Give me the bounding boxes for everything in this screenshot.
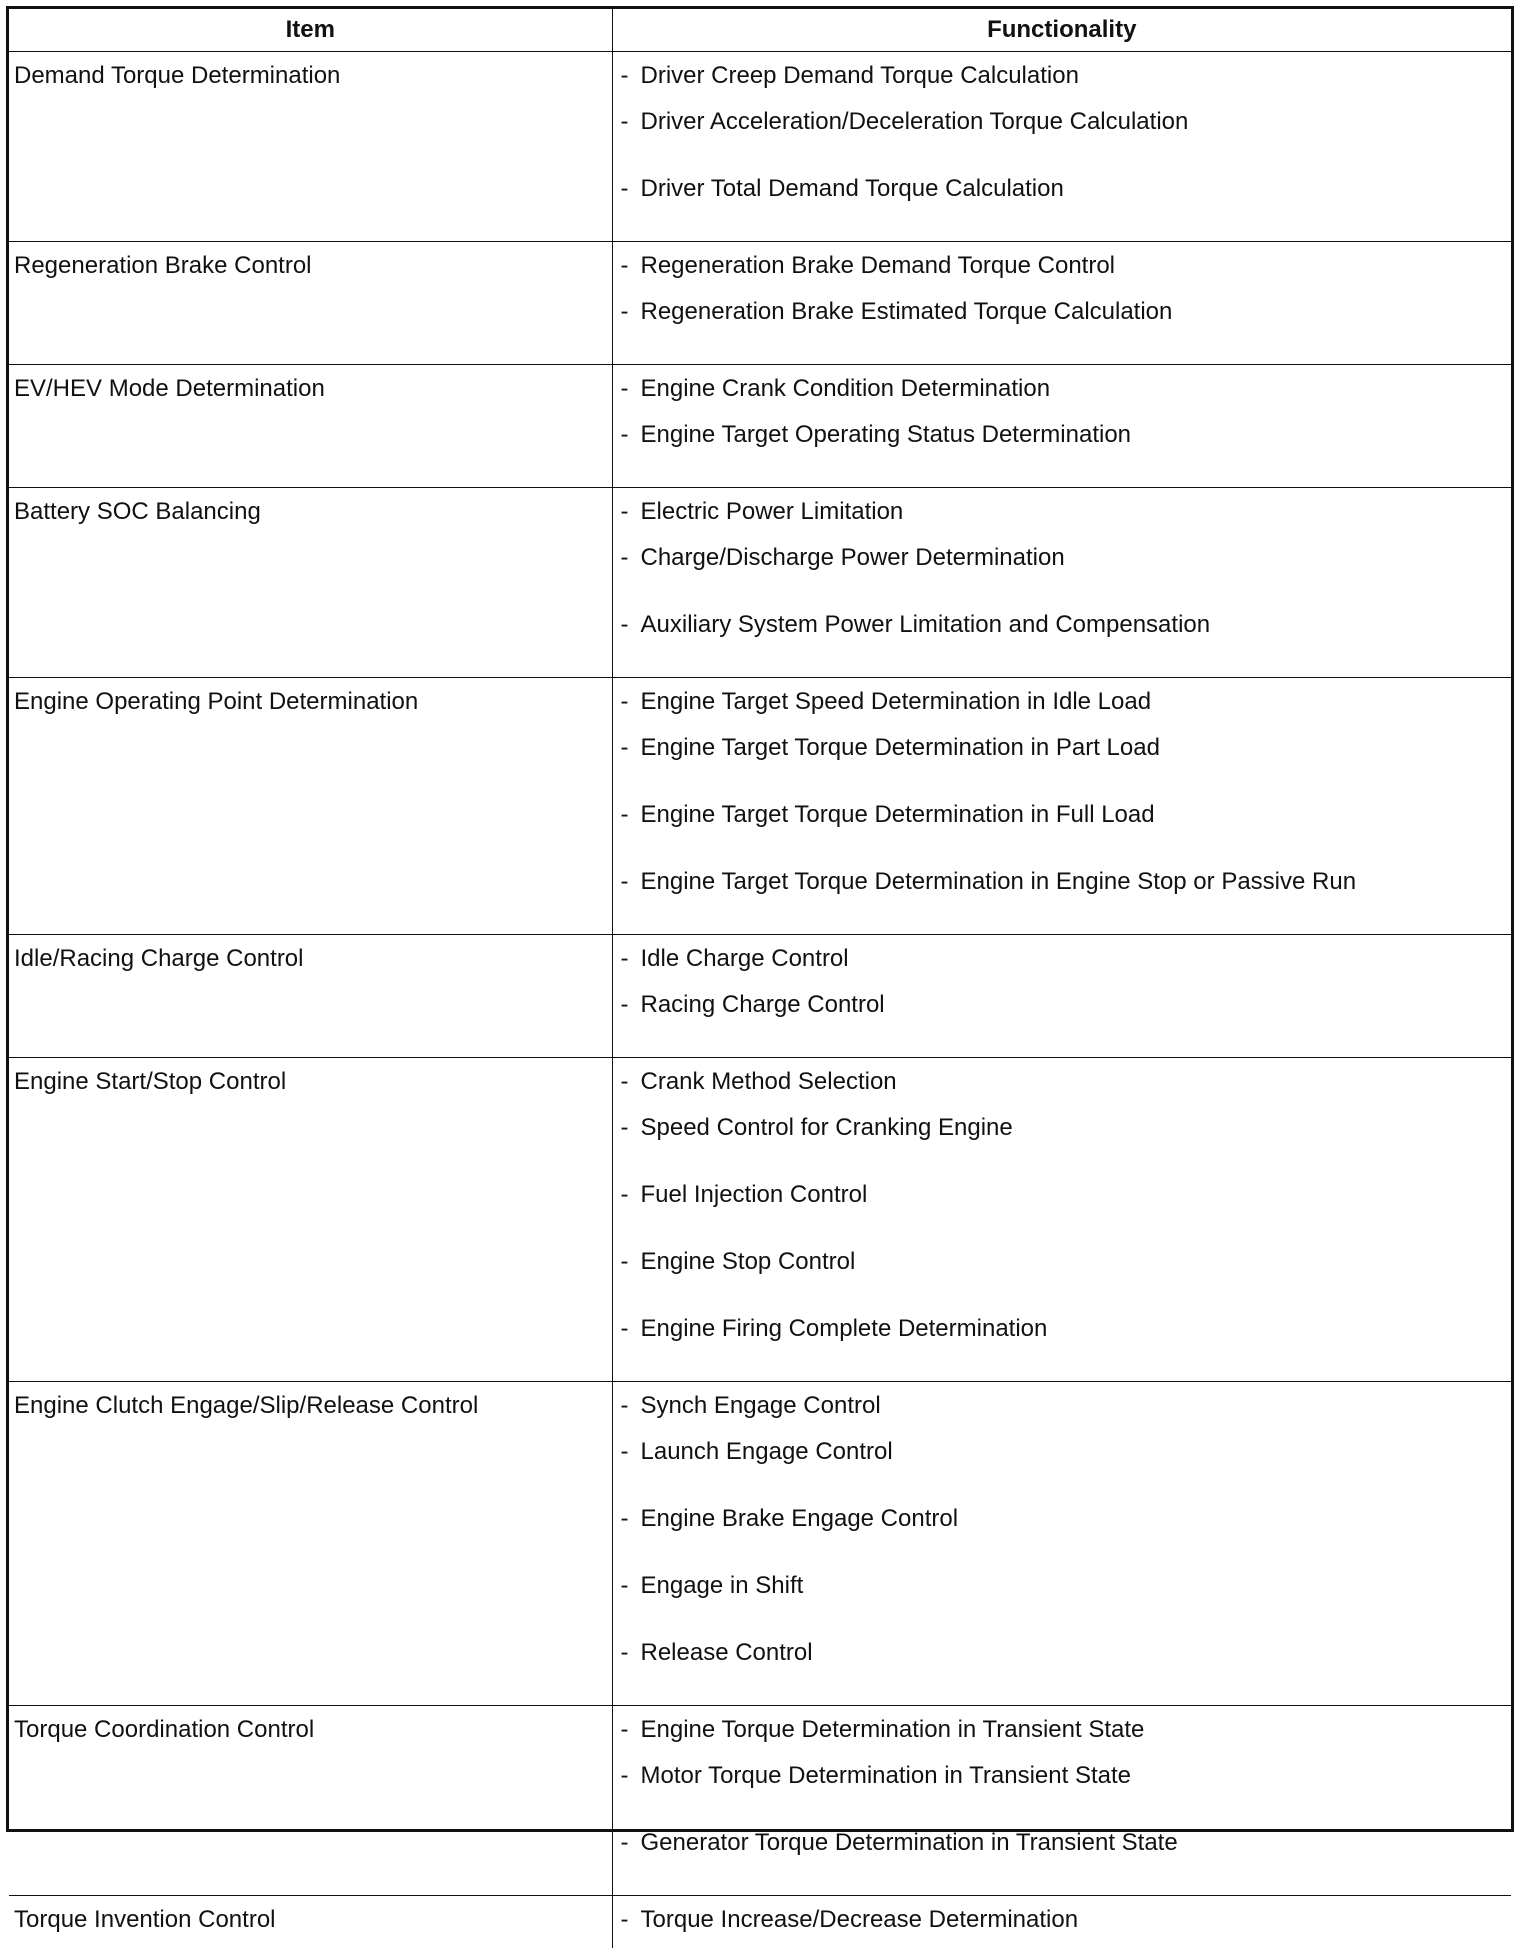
bullet-dash: - bbox=[621, 1552, 641, 1619]
functionality-item bbox=[613, 1485, 1512, 1552]
functionality-text: Driver Acceleration/Deceleration Torque Calculation bbox=[641, 108, 1189, 135]
functionality-table-frame bbox=[6, 6, 1514, 1832]
bullet-dash: - bbox=[621, 64, 641, 88]
item-cell: EV/HEV Mode Determination bbox=[9, 365, 612, 488]
table-row bbox=[9, 1706, 1511, 1896]
functionality-text: Engine Target Torque Determination in Engine Stop or Passive Run bbox=[641, 868, 1357, 895]
functionality-item bbox=[613, 1619, 1512, 1686]
functionality-text: Generator Torque Determination in Transient State bbox=[641, 1829, 1178, 1856]
functionality-cell bbox=[612, 52, 1511, 242]
functionality-item bbox=[613, 1161, 1512, 1228]
bullet-dash: - bbox=[621, 1418, 641, 1485]
functionality-item bbox=[613, 524, 1512, 591]
functionality-item bbox=[613, 1718, 1512, 1742]
functionality-text: Speed Control for Cranking Engine bbox=[641, 1114, 1013, 1141]
functionality-text: Regeneration Brake Estimated Torque Calculation bbox=[641, 298, 1173, 325]
functionality-item bbox=[613, 947, 1512, 971]
functionality-text: Engine Torque Determination in Transient State bbox=[641, 1716, 1145, 1743]
functionality-text: Fuel Injection Control bbox=[641, 1181, 868, 1208]
bullet-dash: - bbox=[621, 1161, 641, 1228]
functionality-text: Release Control bbox=[641, 1639, 813, 1666]
bullet-dash: - bbox=[621, 971, 641, 1038]
column-header-functionality: Functionality bbox=[612, 9, 1511, 52]
functionality-item bbox=[613, 781, 1512, 848]
functionality-cell bbox=[612, 1896, 1511, 1948]
bullet-dash: - bbox=[621, 1718, 641, 1742]
functionality-cell bbox=[612, 1058, 1511, 1382]
functionality-text: Electric Power Limitation bbox=[641, 498, 904, 525]
bullet-dash: - bbox=[621, 714, 641, 781]
bullet-dash: - bbox=[621, 500, 641, 524]
bullet-dash: - bbox=[621, 1228, 641, 1295]
bullet-dash: - bbox=[621, 1070, 641, 1094]
bullet-dash: - bbox=[621, 781, 641, 848]
functionality-text: Engine Target Torque Determination in Part Load bbox=[641, 734, 1160, 761]
table-row bbox=[9, 52, 1511, 242]
functionality-item bbox=[613, 401, 1512, 468]
bullet-dash: - bbox=[621, 1094, 641, 1161]
bullet-dash: - bbox=[621, 690, 641, 714]
functionality-cell bbox=[612, 488, 1511, 678]
functionality-item bbox=[613, 1552, 1512, 1619]
column-header-item: Item bbox=[9, 9, 612, 52]
functionality-text: Synch Engage Control bbox=[641, 1392, 881, 1419]
functionality-text: Driver Creep Demand Torque Calculation bbox=[641, 62, 1079, 89]
functionality-item bbox=[613, 1908, 1512, 1932]
bullet-dash: - bbox=[621, 88, 641, 155]
bullet-dash: - bbox=[621, 1742, 641, 1809]
functionality-item bbox=[613, 714, 1512, 781]
item-cell: Regeneration Brake Control bbox=[9, 242, 612, 365]
functionality-text: Crank Method Selection bbox=[641, 1068, 897, 1095]
functionality-cell bbox=[612, 242, 1511, 365]
functionality-text: Engine Target Torque Determination in Full Load bbox=[641, 801, 1155, 828]
table-row bbox=[9, 488, 1511, 678]
bullet-dash: - bbox=[621, 278, 641, 345]
bullet-dash: - bbox=[621, 848, 641, 915]
functionality-item bbox=[613, 88, 1512, 155]
bullet-dash: - bbox=[621, 1295, 641, 1362]
functionality-text: Torque Increase/Decrease Determination bbox=[641, 1906, 1079, 1933]
functionality-text: Engine Crank Condition Determination bbox=[641, 375, 1051, 402]
functionality-item bbox=[613, 155, 1512, 222]
functionality-text: Engage in Shift bbox=[641, 1572, 804, 1599]
functionality-text: Engine Stop Control bbox=[641, 1248, 856, 1275]
table-row bbox=[9, 678, 1511, 935]
functionality-text: Charge/Discharge Power Determination bbox=[641, 544, 1065, 571]
item-cell: Engine Start/Stop Control bbox=[9, 1058, 612, 1382]
functionality-item bbox=[613, 254, 1512, 278]
functionality-cell bbox=[612, 678, 1511, 935]
functionality-text: Engine Target Speed Determination in Idle Load bbox=[641, 688, 1152, 715]
bullet-dash: - bbox=[621, 254, 641, 278]
table-row bbox=[9, 365, 1511, 488]
functionality-item bbox=[613, 848, 1512, 915]
table-row bbox=[9, 242, 1511, 365]
functionality-item bbox=[613, 690, 1512, 714]
bullet-dash: - bbox=[621, 1394, 641, 1418]
functionality-item bbox=[613, 1394, 1512, 1418]
functionality-item bbox=[613, 1742, 1512, 1809]
functionality-text: Driver Total Demand Torque Calculation bbox=[641, 175, 1064, 202]
functionality-item bbox=[613, 1094, 1512, 1161]
item-cell: Demand Torque Determination bbox=[9, 52, 612, 242]
functionality-cell bbox=[612, 1706, 1511, 1896]
item-cell: Battery SOC Balancing bbox=[9, 488, 612, 678]
functionality-text: Engine Firing Complete Determination bbox=[641, 1315, 1048, 1342]
functionality-text: Engine Target Operating Status Determination bbox=[641, 421, 1132, 448]
table-header-row bbox=[9, 9, 1511, 52]
functionality-item bbox=[613, 591, 1512, 658]
item-cell: Engine Clutch Engage/Slip/Release Control bbox=[9, 1382, 612, 1706]
item-cell: Idle/Racing Charge Control bbox=[9, 935, 612, 1058]
bullet-dash: - bbox=[621, 1485, 641, 1552]
functionality-item bbox=[613, 278, 1512, 345]
bullet-dash: - bbox=[621, 591, 641, 658]
bullet-dash: - bbox=[621, 947, 641, 971]
functionality-text: Engine Brake Engage Control bbox=[641, 1505, 959, 1532]
item-cell: Torque Coordination Control bbox=[9, 1706, 612, 1896]
functionality-item bbox=[613, 377, 1512, 401]
item-cell: Torque Invention Control bbox=[9, 1896, 612, 1948]
bullet-dash: - bbox=[621, 155, 641, 222]
bullet-dash: - bbox=[621, 1908, 641, 1932]
functionality-item bbox=[613, 971, 1512, 1038]
table-row bbox=[9, 1896, 1511, 1948]
bullet-dash: - bbox=[621, 1619, 641, 1686]
table-row bbox=[9, 1058, 1511, 1382]
functionality-table bbox=[9, 9, 1511, 1948]
table-row bbox=[9, 935, 1511, 1058]
functionality-cell bbox=[612, 935, 1511, 1058]
functionality-item bbox=[613, 64, 1512, 88]
table-row bbox=[9, 1382, 1511, 1706]
functionality-text: Motor Torque Determination in Transient State bbox=[641, 1762, 1131, 1789]
functionality-item bbox=[613, 1295, 1512, 1362]
bullet-dash: - bbox=[621, 524, 641, 591]
functionality-item bbox=[613, 1228, 1512, 1295]
functionality-item bbox=[613, 1418, 1512, 1485]
functionality-text: Auxiliary System Power Limitation and Compensation bbox=[641, 611, 1211, 638]
functionality-item bbox=[613, 1070, 1512, 1094]
functionality-cell bbox=[612, 365, 1511, 488]
functionality-item bbox=[613, 500, 1512, 524]
bullet-dash: - bbox=[621, 401, 641, 468]
item-cell: Engine Operating Point Determination bbox=[9, 678, 612, 935]
bullet-dash: - bbox=[621, 1809, 641, 1876]
functionality-text: Launch Engage Control bbox=[641, 1438, 893, 1465]
functionality-text: Regeneration Brake Demand Torque Control bbox=[641, 252, 1116, 279]
bullet-dash: - bbox=[621, 377, 641, 401]
functionality-text: Racing Charge Control bbox=[641, 991, 885, 1018]
functionality-item bbox=[613, 1809, 1512, 1876]
functionality-text: Idle Charge Control bbox=[641, 945, 849, 972]
functionality-cell bbox=[612, 1382, 1511, 1706]
